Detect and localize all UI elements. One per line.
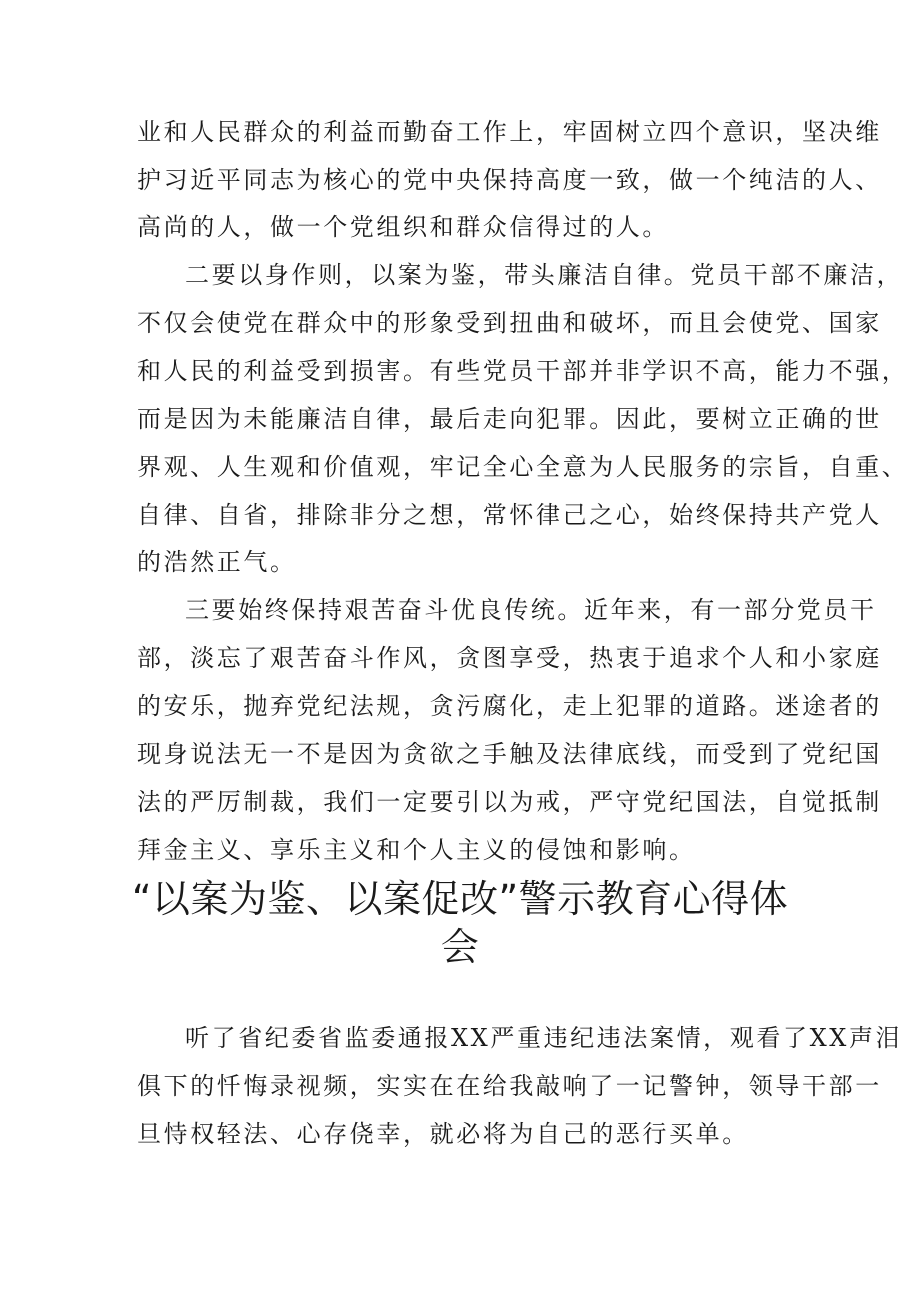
text-line: 听了省纪委省监委通报XX严重违纪违法案情，观看了XX声泪 <box>185 1024 903 1052</box>
text-line: 业和人民群众的利益而勤奋工作上，牢固树立四个意识，坚决维 <box>137 118 882 146</box>
text-line: 的浩然正气。 <box>137 548 297 576</box>
text-line: 拜金主义、享乐主义和个人主义的侵蚀和影响。 <box>137 836 696 864</box>
title-line-2: 会 <box>440 925 480 969</box>
text-line: 护习近平同志为核心的党中央保持高度一致，做一个纯洁的人、 <box>137 166 882 194</box>
title-line-1: “以案为鉴、以案促改”警示教育心得体 <box>131 877 789 921</box>
text-line: 而是因为未能廉洁自律，最后走向犯罪。因此，要树立正确的世 <box>137 405 882 433</box>
text-line: 俱下的忏悔录视频，实实在在给我敲响了一记警钟，领导干部一 <box>137 1072 882 1100</box>
text-line: 旦恃权轻法、心存侥幸，就必将为自己的恶行买单。 <box>137 1120 749 1148</box>
text-line: 部，淡忘了艰苦奋斗作风，贪图享受，热衷于追求个人和小家庭 <box>137 644 882 672</box>
text-line: 自律、自省，排除非分之想，常怀律己之心，始终保持共产党人 <box>137 501 882 529</box>
text-line: 的安乐，抛弃党纪法规，贪污腐化，走上犯罪的道路。迷途者的 <box>137 692 882 720</box>
text-line: 不仅会使党在群众中的形象受到扭曲和破坏，而且会使党、国家 <box>137 309 882 337</box>
text-line: 高尚的人，做一个党组织和群众信得过的人。 <box>137 213 669 241</box>
text-line: 现身说法无一不是因为贪欲之手触及法律底线，而受到了党纪国 <box>137 740 882 768</box>
text-line: 和人民的利益受到损害。有些党员干部并非学识不高，能力不强， <box>137 357 909 385</box>
text-line: 三要始终保持艰苦奋斗优良传统。近年来，有一部分党员干 <box>185 596 877 624</box>
text-line: 法的严厉制裁，我们一定要引以为戒，严守党纪国法，自觉抵制 <box>137 788 882 816</box>
text-line: 界观、人生观和价值观，牢记全心全意为人民服务的宗旨，自重、 <box>137 453 909 481</box>
text-line: 二要以身作则，以案为鉴，带头廉洁自律。党员干部不廉洁， <box>185 261 904 289</box>
